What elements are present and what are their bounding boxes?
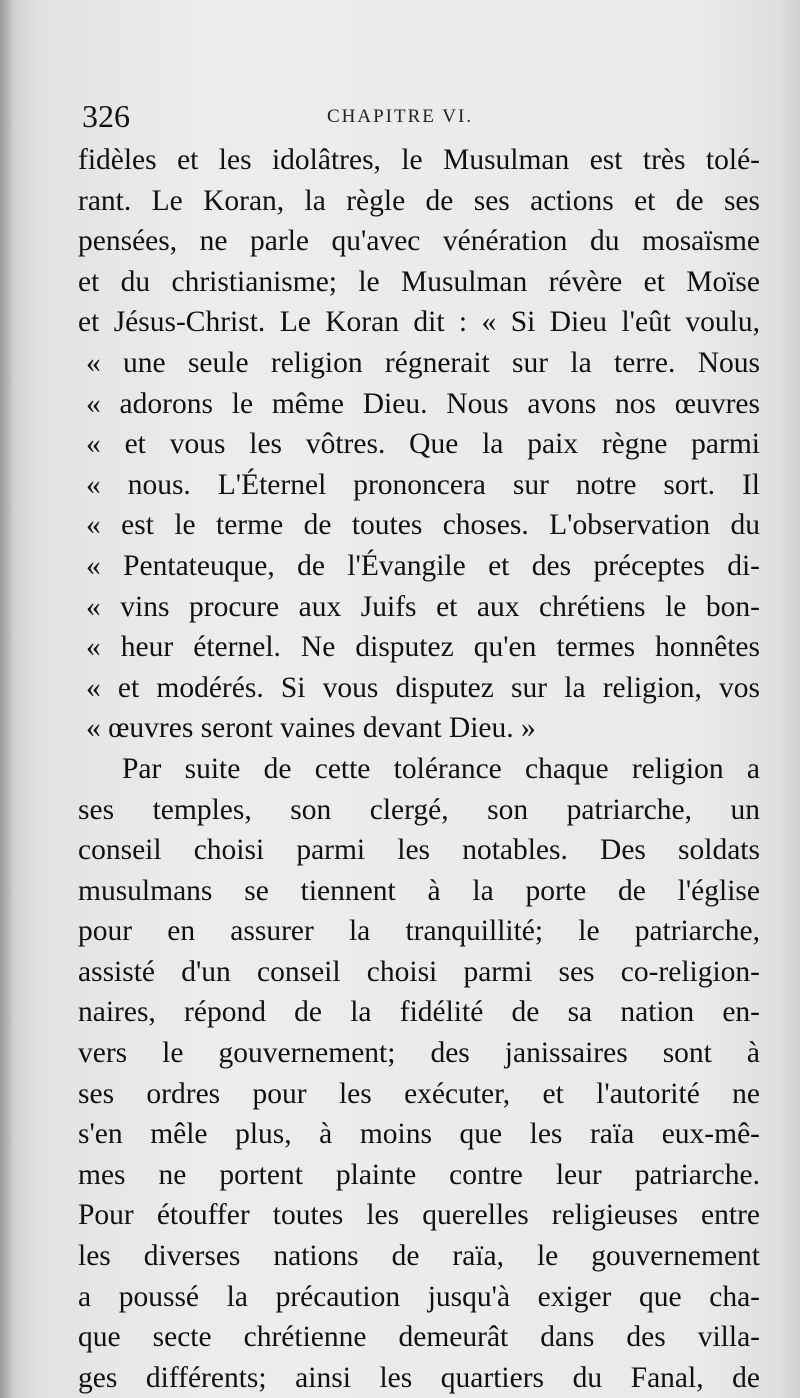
text-line: « vins procure aux Juifs et aux chrétiens le bon-: [86, 590, 760, 623]
text-line: s'en mêle plus, à moins que les raïa eux-mê-: [78, 1118, 760, 1151]
text-line: vers le gouvernement; des janissaires sont à: [78, 1037, 760, 1070]
text-line: conseil choisi parmi les notables. Des soldats: [78, 834, 760, 867]
text-line: fidèles et les idolâtres, le Musulman est très tolé-: [78, 144, 760, 176]
text-line: « une seule religion régnerait sur la terre. Nous: [86, 346, 760, 379]
text-line: musulmans se tiennent à la porte de l'église: [78, 874, 760, 907]
text-line: ses temples, son clergé, son patriarche, un: [78, 793, 760, 826]
text-line: « œuvres seront vaines devant Dieu. »: [86, 712, 536, 745]
text-line: mes ne portent plainte contre leur patriarche.: [78, 1158, 760, 1191]
text-line: les diverses nations de raïa, le gouvernement: [78, 1240, 760, 1273]
text-line: « est le terme de toutes choses. L'observation du: [86, 509, 760, 542]
text-line: rant. Le Koran, la règle de ses actions et de ses: [78, 184, 760, 217]
text-line: et Jésus-Christ. Le Koran dit : « Si Dieu l'eût voulu,: [78, 306, 760, 339]
text-line: pensées, ne parle qu'avec vénération du mosaïsme: [78, 225, 760, 258]
text-line: naires, répond de la fidélité de sa nation en-: [78, 996, 760, 1029]
text-line: « adorons le même Dieu. Nous avons nos œuvres: [86, 387, 760, 420]
text-line: et du christianisme; le Musulman révère et Moïse: [78, 265, 760, 298]
text-line: « Pentateuque, de l'Évangile et des préceptes di-: [86, 549, 760, 582]
body-text: [78, 140, 768, 1398]
text-line: a poussé la précaution jusqu'à exiger que cha-: [78, 1280, 760, 1313]
text-line: que secte chrétienne demeurât dans des villa-: [78, 1321, 760, 1354]
text-line: « nous. L'Éternel prononcera sur notre sort. Il: [86, 468, 760, 501]
text-line: « heur éternel. Ne disputez qu'en termes honnêtes: [86, 631, 760, 664]
text-line: ses ordres pour les exécuter, et l'autorité ne: [78, 1077, 760, 1110]
page-header: [82, 98, 760, 138]
page-number: 326: [82, 98, 130, 134]
paragraph-start-line: Par suite de cette tolérance chaque religion a: [122, 752, 760, 785]
text-line: « et vous les vôtres. Que la paix règne parmi: [86, 428, 760, 461]
text-line: ges différents; ainsi les quartiers du Fanal, de: [78, 1361, 760, 1394]
chapter-title: CHAPITRE VI.: [327, 106, 474, 127]
text-line: pour en assurer la tranquillité; le patriarche,: [78, 915, 760, 948]
text-line: « et modérés. Si vous disputez sur la religion, vos: [86, 671, 760, 704]
text-line: Pour étouffer toutes les querelles religieuses entre: [78, 1199, 760, 1232]
text-line: assisté d'un conseil choisi parmi ses co-religion-: [78, 955, 760, 988]
